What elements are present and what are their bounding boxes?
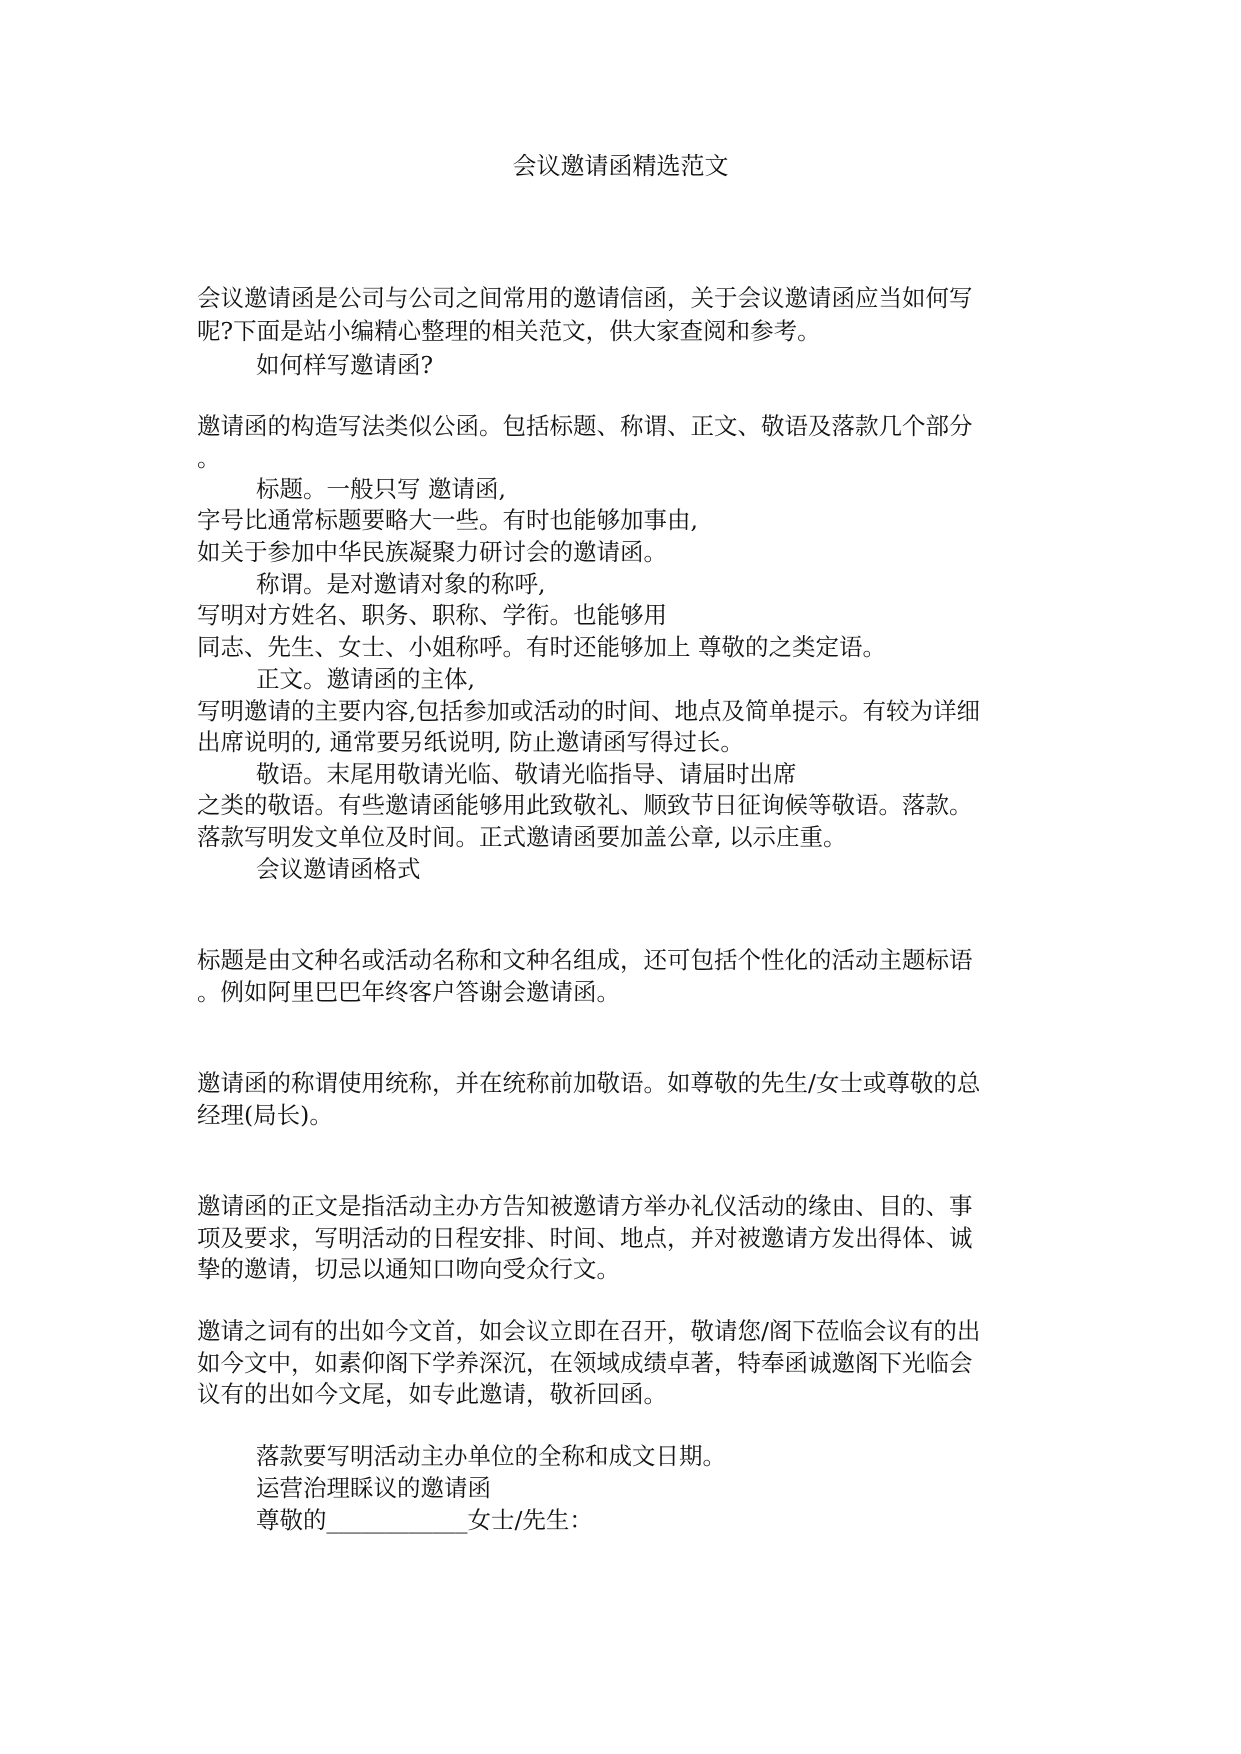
- section-heading: 如何样写邀请函?: [256, 351, 434, 379]
- paragraph-line: 议有的出如今文尾，如专此邀请，敬祈回函。: [197, 1380, 667, 1408]
- paragraph-line: 写明对方姓名、职务、职称、学衔。也能够用: [197, 601, 667, 629]
- section-heading: 会议邀请函格式: [256, 855, 421, 883]
- paragraph-line: 邀请函的构造写法类似公函。包括标题、称谓、正文、敬语及落款几个部分: [197, 412, 973, 440]
- paragraph-line: 出席说明的, 通常要另纸说明, 防止邀请函写得过长。: [197, 728, 744, 756]
- paragraph-line: 落款要写明活动主办单位的全称和成文日期。: [256, 1442, 726, 1470]
- paragraph-line: 如今文中，如素仰阁下学养深沉，在领域成绩卓著，特奉函诚邀阁下光临会: [197, 1349, 973, 1377]
- paragraph-line: 邀请函的正文是指活动主办方告知被邀请方举办礼仪活动的缘由、目的、事: [197, 1192, 973, 1220]
- paragraph-line: 如关于参加中华民族凝聚力研讨会的邀请函。: [197, 538, 667, 566]
- paragraph-line: 落款写明发文单位及时间。正式邀请函要加盖公章, 以示庄重。: [197, 823, 847, 851]
- section-heading: 运营治理睬议的邀请函: [256, 1474, 491, 1502]
- paragraph-line: 写明邀请的主要内容,包括参加或活动的时间、地点及简单提示。有较为详细: [197, 697, 980, 725]
- paragraph-line: 敬语。末尾用敬请光临、敬请光临指导、请届时出席: [256, 760, 797, 788]
- paragraph-line: 挚的邀请，切忌以通知口吻向受众行文。: [197, 1255, 620, 1283]
- paragraph-line: 邀请函的称谓使用统称，并在统称前加敬语。如尊敬的先生/女士或尊敬的总: [197, 1069, 981, 1097]
- paragraph-line: 会议邀请函是公司与公司之间常用的邀请信函，关于会议邀请函应当如何写: [197, 284, 973, 312]
- document-title: 会议邀请函精选范文: [512, 152, 729, 180]
- paragraph-line: 呢?下面是站小编精心整理的相关范文，供大家查阅和参考。: [197, 317, 821, 345]
- paragraph-line: 同志、先生、女士、小姐称呼。有时还能够加上 尊敬的之类定语。: [197, 633, 886, 661]
- paragraph-line: 。: [197, 444, 221, 472]
- paragraph-line: 经理(局长)。: [197, 1101, 333, 1129]
- paragraph-line: 项及要求，写明活动的日程安排、时间、地点，并对被邀请方发出得体、诚: [197, 1224, 973, 1252]
- salutation-line: 尊敬的____________女士/先生：: [256, 1506, 593, 1534]
- paragraph-line: 正文。邀请函的主体,: [256, 665, 475, 693]
- paragraph-line: 称谓。是对邀请对象的称呼,: [256, 570, 546, 598]
- paragraph-line: 。例如阿里巴巴年终客户答谢会邀请函。: [197, 978, 620, 1006]
- paragraph-line: 之类的敬语。有些邀请函能够用此致敬礼、顺致节日征询候等敬语。落款。: [197, 791, 973, 819]
- paragraph-line: 字号比通常标题要略大一些。有时也能够加事由,: [197, 506, 698, 534]
- paragraph-line: 标题。一般只写 邀请函,: [256, 475, 506, 503]
- paragraph-line: 标题是由文种名或活动名称和文种名组成，还可包括个性化的活动主题标语: [197, 946, 973, 974]
- paragraph-line: 邀请之词有的出如今文首，如会议立即在召开，敬请您/阁下莅临会议有的出: [197, 1317, 981, 1345]
